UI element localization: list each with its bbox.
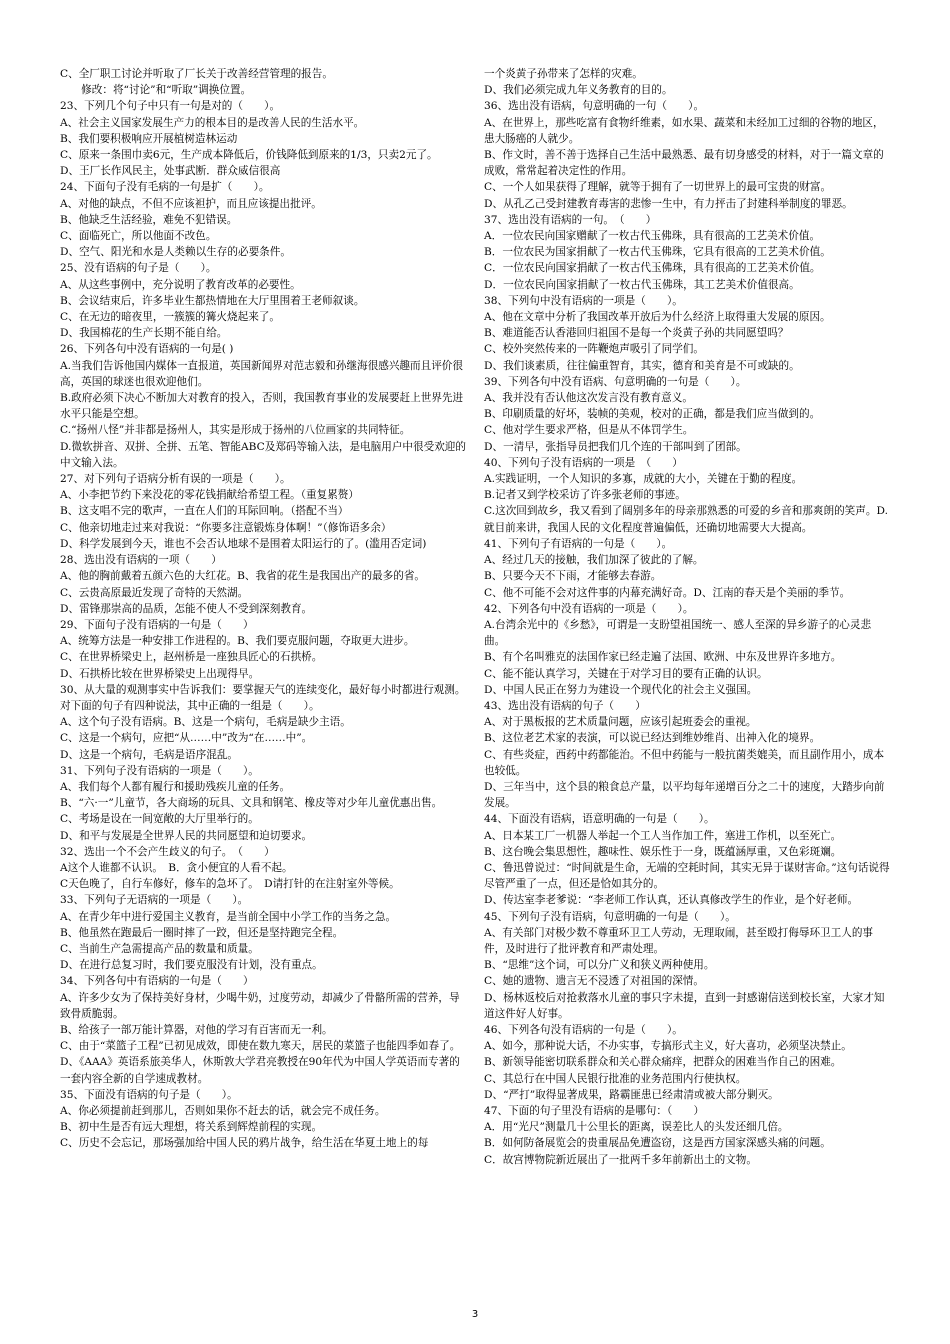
page-number: 3 bbox=[471, 1309, 479, 1320]
text-line: A、对于黑板报的艺术质量问题，应该引起班委会的重视。 bbox=[484, 716, 757, 729]
text-line: B、这支唱不完的歌声，一直在人们的耳际回响。（搭配不当） bbox=[60, 505, 349, 518]
right-column bbox=[484, 66, 892, 1168]
text-line: B、“思维”这个词，可以分广义和狭义两种使用。 bbox=[484, 959, 715, 972]
text-line: C、有些炎症，西药中药都能治。不但中药能与一般抗菌类媲美，而且副作用小，成本也较低。 bbox=[484, 748, 885, 777]
text-line: B、印刷质量的好坏，装帧的美观，校对的正确，都是我们应当做到的。 bbox=[484, 408, 821, 421]
text-line: A这个人谁都不认识。 B．贪小便宜的人看不起。 bbox=[60, 861, 293, 874]
text-line: 44、下面没有语病，语意明确的一句是（ ）。 bbox=[484, 813, 715, 826]
text-line: D、我国棉花的生产长期不能自给。 bbox=[60, 327, 228, 340]
text-line: C天色晚了，自行车修好，修车的急坏了。 D请打针的在注射室外等候。 bbox=[60, 878, 400, 891]
text-line: C、校外突然传来的一阵鞭炮声吸引了同学们。 bbox=[484, 343, 704, 356]
text-line: B、我们要积极响应开展植树造林运动 bbox=[60, 132, 238, 145]
text-line: A、我并没有否认他这次发言没有教育意义。 bbox=[484, 392, 693, 405]
text-line: D、我们谈素质，往往偏重智育，其实，德育和美育是不可或缺的。 bbox=[484, 359, 800, 372]
text-line: 41、下列句子有语病的一句是（ ）。 bbox=[484, 537, 673, 550]
text-line: A、小李把节约下来没花的零花钱捐献给希望工程。（重复累赘） bbox=[60, 489, 359, 502]
left-column bbox=[60, 66, 480, 1152]
text-line: A.当我们告诉他国内媒体一直报道，英国新闻界对范志毅和孙继海很感兴趣而且评价很高，英国的球迷也很欢迎他们。 bbox=[60, 359, 463, 388]
text-line: 29、下面句子没有语病的一句是（ ） bbox=[60, 618, 254, 631]
text-line: B．如何防备展览会的贵重展品免遭盗窃，这是西方国家深感头痛的问题。 bbox=[484, 1137, 831, 1150]
text-line: D、这是一个病句，毛病是语序混乱。 bbox=[60, 748, 238, 761]
text-line: B、初中生是否有远大理想，将关系到辉煌前程的实现。 bbox=[60, 1121, 323, 1134]
text-line: 31、下列句子没有语病的一项是（ ）。 bbox=[60, 764, 259, 777]
text-line: 37、选出没有语病的一句。 （ ） bbox=[484, 213, 657, 226]
text-line: D、和平与发展是全世界人民的共同愿望和迫切要求。 bbox=[60, 829, 313, 842]
text-line: 26、下列各句中没有语病的一句是( ) bbox=[60, 343, 234, 356]
text-line: 39、下列各句中没有语病、句意明确的一句是（ ）。 bbox=[484, 375, 747, 388]
text-line: D、《AAA》英语系旅美华人，休斯敦大学君亮教授在90年代为中国人学英语而专著的一套内容全新的自学速成教材。 bbox=[60, 1056, 460, 1085]
text-line: A、日本某工厂一机器人举起一个工人当作加工件，塞进工作机，以至死亡。 bbox=[484, 829, 842, 842]
text-line: 32、选出一个不会产生歧义的句子。 （ ） bbox=[60, 845, 275, 858]
text-line: A、他的胸前戴着五颜六色的大红花。B、我省的花生是我国出产的最多的省。 bbox=[60, 570, 426, 583]
text-line: C、其总行在中国人民银行批准的业务范围内行使执权。 bbox=[484, 1072, 747, 1085]
text-line: A、你必须提前赶到那儿，否则如果你不赶去的话，就会完不成任务。 bbox=[60, 1105, 386, 1117]
text-line: B．一位农民为国家捐献了一枚古代玉佛珠，它具有很高的工艺美术价值。 bbox=[484, 246, 831, 259]
text-line: A.实践证明，一个人知识的多寡，成就的大小，关键在于勤的程度。 bbox=[484, 473, 803, 486]
text-line: 23、下列几个句子中只有一句是对的（ ）。 bbox=[60, 100, 281, 113]
text-line: C、面临死亡，所以他面不改色。 bbox=[60, 230, 217, 243]
text-line: B、难道能否认香港回归祖国不是每一个炎黄子孙的共同愿望吗？ bbox=[484, 327, 789, 340]
text-line: A、社会主义国家发展生产力的根本目的是改善人民的生活水平。 bbox=[60, 116, 365, 129]
text-line: C、这是一个病句，应把“从……中”改为“在……中”。 bbox=[60, 732, 313, 745]
document-page bbox=[60, 66, 900, 1316]
text-line: A、有关部门对极少数不尊重环卫工人劳动，无理取闹，甚至殴打侮辱环卫工人的事件，及时进行了批评教育和严肃处理。 bbox=[484, 926, 874, 955]
text-line: D、王厂长作风民主，处事武断．群众威信很高 bbox=[60, 165, 281, 178]
text-line: 30、从大量的观测事实中告诉我们：要掌握天气的连续变化，最好每小时都进行观测。对下面的句子有四种说法，其中正确的一组是（ ）。 bbox=[60, 683, 466, 712]
text-line: B、新领导能密切联系群众和关心群众痛痒，把群众的困难当作自己的困难。 bbox=[484, 1056, 842, 1069]
text-line: A、对他的缺点，不但不应该袒护，而且应该提出批评。 bbox=[60, 197, 322, 210]
text-line: B、这位老艺术家的表演，可以说已经达到维妙维肖、出神入化的境界。 bbox=[484, 732, 821, 745]
text-line: C．故宫博物院新近展出了一批两千多年前新出土的文物。 bbox=[484, 1153, 757, 1166]
text-line: D、从孔乙己受封建教育毒害的悲惨一生中，有力抨击了封建科举制度的罪恶。 bbox=[484, 197, 853, 210]
text-line: C、当前生产急需提高产品的数量和质量。 bbox=[60, 942, 259, 955]
text-line: 35、下面没有语病的句子是（ ）。 bbox=[60, 1088, 238, 1101]
text-line: 36、选出没有语病，句意明确的一句（ ）。 bbox=[484, 100, 705, 113]
text-line: A、许多少女为了保持美好身材，少喝牛奶，过度劳动，却减少了骨骼所需的营养，导致骨质脆弱。 bbox=[60, 991, 460, 1020]
text-line: 38、下列句中没有语病的一项是（ ）。 bbox=[484, 294, 683, 307]
text-line: A、从这些事例中，充分说明了教育改革的必要性。 bbox=[60, 278, 301, 291]
text-line: 46、下列各句没有语病的一句是（ ）。 bbox=[484, 1023, 683, 1036]
text-line: 28、选出没有语病的一项（ ） bbox=[60, 554, 222, 567]
text-line: C、一个人如果获得了理解，就等于拥有了一切世界上的最可宝贵的财富。 bbox=[484, 181, 832, 194]
text-line: A、如今，那种说大话，不办实事，专搞形式主义，好大喜功，必须坚决禁止。 bbox=[484, 1040, 852, 1053]
text-line: 一个炎黄子孙带来了怎样的灾难。 bbox=[484, 68, 643, 80]
text-line: C、鲁迅曾说过：“时间就是生命，无端的空耗时间，其实无异于谋财害命。”这句话说得尽管严重了一点，但还是恰如其分的。 bbox=[484, 861, 890, 891]
text-line: B、作文时，善不善于选择自己生活中最熟悉、最有切身感受的材料，对于一篇文章的成败，常常起着决定性的作用。 bbox=[484, 149, 884, 178]
text-line: C、全厂职工讨论并听取了厂长关于改善经营管理的报告。 bbox=[60, 68, 333, 80]
text-line: A、经过几天的接触，我们加深了彼此的了解。 bbox=[484, 554, 704, 567]
text-line: A、统筹方法是一种安排工作进程的。B、我们要克服问题，夺取更大进步。 bbox=[60, 635, 415, 648]
text-line: 25、没有语病的句子是（ ）。 bbox=[60, 262, 217, 275]
text-line: C、他亲切地走过来对我说：“你要多注意锻炼身体啊！”（修饰语多余） bbox=[60, 521, 392, 534]
text-line: D、中国人民正在努力为建设一个现代化的社会主义强国。 bbox=[484, 683, 758, 696]
text-line: C.“扬州八怪”并非都是扬州人，其实是形成于扬州的八位画家的共同特征。 bbox=[60, 424, 411, 437]
text-line: C、由于“菜篮子工程”已初见成效，即使在数九寒天，居民的菜篮子也能四季如春了。 bbox=[60, 1040, 461, 1053]
text-line: D、雷锋那崇高的品质，怎能不使人不受到深刻教育。 bbox=[60, 602, 313, 615]
text-line: D、“严打”取得显著成果，路霸匪患已经肃清或被大部分剿灭。 bbox=[484, 1088, 779, 1101]
text-line: 45、下列句子没有语病，句意明确的一句是（ ）。 bbox=[484, 910, 736, 923]
text-line: A.台湾余光中的《乡愁》，可谓是一支盼望祖国统一、感人至深的异乡游子的心灵悲曲。 bbox=[484, 618, 872, 648]
text-line: C、他不可能不会对这件事的内幕充满好奇。D、江南的春天是个美丽的季节。 bbox=[484, 586, 851, 599]
text-line: B、“六·一”儿童节，各大商场的玩具、文具和钢笔、橡皮等对少年儿童优惠出售。 C、考场是设在一间宽敞的大厅里举行的。 bbox=[60, 797, 480, 826]
text-line: 33、下列句子无语病的一项是（ ）。 bbox=[60, 894, 249, 907]
text-line: C、在世界桥梁史上，赵州桥是一座独具匠心的石拱桥。 bbox=[60, 651, 323, 664]
text-line: A、我们每个人都有履行和援助残疾儿童的任务。 bbox=[60, 780, 291, 793]
text-line: 43、选出没有语病的句子（ ） bbox=[484, 699, 646, 712]
text-line: D、一清早，张指导员把我们几个连的干部叫到了团部。 bbox=[484, 440, 747, 453]
text-line: 修改：将“讨论”和“听取”调换位置。 bbox=[60, 84, 252, 97]
text-line: B、他缺乏生活经验，难免不犯错误。 bbox=[60, 213, 238, 226]
text-line: D、在进行总复习时，我们要克服没有计划，没有重点。 bbox=[60, 959, 323, 972]
text-line: D、杨林返校后对抢救落水儿童的事只字未提，直到一封感谢信送到校长室，大家才知道这件好人好事。 bbox=[484, 991, 885, 1020]
text-line: A、这个句子没有语病。B、这是一个病句，毛病是缺少主语。 bbox=[60, 716, 351, 729]
text-line: C、云贵高原最近发现了奇特的天然湖。 bbox=[60, 586, 249, 599]
text-line: D、三年当中，这个县的粮食总产量，以平均每年递增百分之二十的速度，大踏步向前发展。 bbox=[484, 780, 885, 810]
text-line: A．用“光尺”测量几十公里长的距离，误差比人的头发还细几倍。 bbox=[484, 1121, 789, 1134]
text-line: C、能不能认真学习，关键在于对学习目的要有正确的认识。 bbox=[484, 667, 768, 680]
text-line: 24、下面句子没有毛病的一句是扩（ ）。 bbox=[60, 181, 270, 194]
text-line: B、只要今天不下雨，才能够去春游。 bbox=[484, 570, 662, 583]
text-line: C、原来一条围巾卖6元，生产成本降低后，价钱降低到原来的1/3，只卖2元了。 bbox=[60, 149, 438, 162]
text-line: D、我们必须完成九年义务教育的目的。 bbox=[484, 84, 673, 97]
text-line: C、他对学生要求严格，但是从不体罚学生。 bbox=[484, 424, 694, 437]
text-line: B、有个名叫雅克的法国作家已经走遍了法国、欧洲、中东及世界许多地方。 bbox=[484, 651, 842, 664]
text-line: B、这台晚会集思想性，趣味性、娱乐性于一身，既蕴涵厚重，又色彩斑斓。 bbox=[484, 845, 842, 858]
text-line: A、在世界上，那些吃富有食物纤维素，如水果、蔬菜和未经加工过细的谷物的地区，患大肠癌的人就少。 bbox=[484, 116, 884, 145]
text-line: D、石拱桥比较在世界桥梁史上出现得早。 bbox=[60, 667, 260, 680]
text-line: D、空气、阳光和水是人类赖以生存的必要条件。 bbox=[60, 246, 291, 259]
text-line: D、科学发展到今天，谁也不会否认地球不是围着太阳运行的了。(滥用否定词) bbox=[60, 537, 427, 550]
text-line: 47、下面的句子里没有语病的是哪句：（ ） bbox=[484, 1105, 705, 1117]
text-line: B、给孩子一部万能计算器，对他的学习有百害而无一利。 bbox=[60, 1023, 333, 1036]
text-line: 27、对下列句子语病分析有误的一项是（ ）。 bbox=[60, 473, 291, 486]
text-line: B、他虽然在跑最后一圈时摔了一跤，但还是坚持跑完全程。 bbox=[60, 926, 344, 939]
text-line: 34、下列各句中有语病的一句是（ ） bbox=[60, 975, 254, 988]
text-line: C、历史不会忘记，那场强加给中国人民的鸦片战争，给生活在华夏土地上的每 bbox=[60, 1137, 429, 1150]
text-line: A、在青少年中进行爱国主义教育，是当前全国中小学工作的当务之急。 bbox=[60, 910, 397, 923]
text-line: B.记者又到学校采访了许多张老师的事迹。 bbox=[484, 489, 686, 502]
text-line: 40、下列句子没有语病的一项是 （ ） bbox=[484, 456, 683, 469]
text-line: 42、下列各句中没有语病的一项是（ ）。 bbox=[484, 602, 694, 615]
text-line: C．一位农民向国家捐献了一枚古代玉佛珠，具有很高的工艺美术价值。 bbox=[484, 262, 821, 275]
text-line: D.微软拼音、双拼、全拼、五笔、智能ABC及郑码等输入法，是电脑用户中很受欢迎的中文输入法。 bbox=[60, 440, 466, 469]
text-line: A．一位农民向国家赠献了一枚古代玉佛珠，具有很高的工艺美术价值。 bbox=[484, 230, 821, 243]
text-line: C、她的遗物、遗言无不浸透了对祖国的深情。 bbox=[484, 975, 704, 988]
text-line: D．一位农民向国家捐献了一枚古代玉佛珠，其工艺美术价值很高。 bbox=[484, 278, 800, 291]
text-line: C、在无边的暗夜里，一簇簇的篝火烧起来了。 bbox=[60, 311, 280, 324]
text-line: C.这次回到故乡，我又看到了阔别多年的母亲那熟悉的可爱的乡音和那爽朗的笑声。D.就目前来讲，我国人民的文化程度普遍偏低，还确切地需要大大提高。 bbox=[484, 505, 888, 534]
text-line: B、会议结束后，许多毕业生都热情地在大厅里围着王老师叙谈。 bbox=[60, 294, 365, 307]
text-line: D、传达室李老爹说：“李老师工作认真，还认真修改学生的作业，是个好老师。 bbox=[484, 894, 859, 907]
text-line: B.政府必须下决心不断加大对教育的投入，否则，我国教育事业的发展要赶上世界先进水平只能是空想。 bbox=[60, 392, 464, 421]
text-line: A、他在文章中分析了我国改革开放后为什么经济上取得重大发展的原因。 bbox=[484, 311, 831, 324]
